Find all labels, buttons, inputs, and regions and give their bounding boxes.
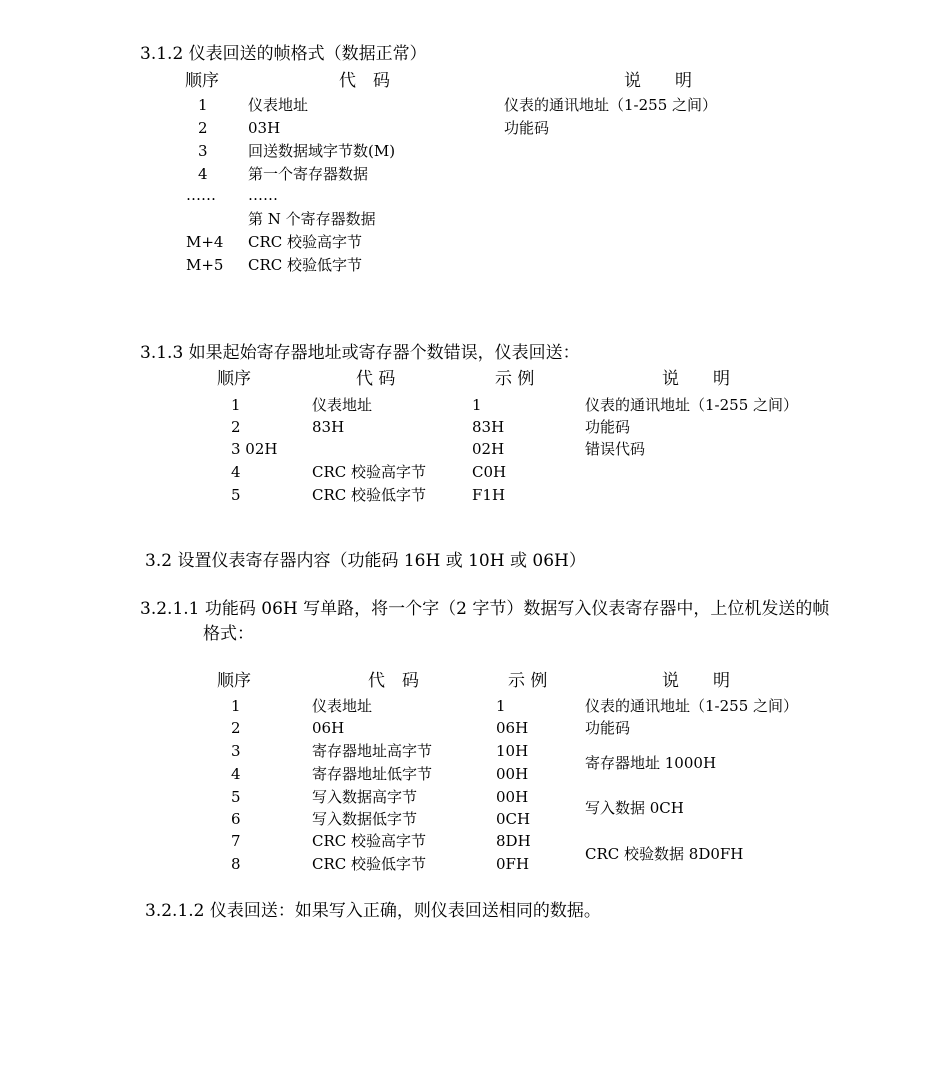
table-cell-seq: 2: [198, 119, 208, 137]
section-heading-3-1-3: 3.1.3 如果起始寄存器地址或寄存器个数错误，仪表回送：: [140, 343, 580, 363]
table-cell-code: 寄存器地址低字节: [312, 765, 433, 783]
table-cell-example: C0H: [472, 463, 507, 481]
table-cell-seq: 4: [231, 765, 241, 783]
table-cell-code: CRC 校验高字节: [312, 463, 427, 481]
table-cell-code: ……: [248, 186, 278, 204]
table-cell-code: 第 N 个寄存器数据: [248, 210, 376, 228]
table-cell-seq: 2: [231, 418, 241, 436]
table-cell-desc: 功能码: [585, 418, 631, 436]
table-cell-seq: 7: [231, 832, 241, 850]
table-cell-code: CRC 校验低字节: [248, 256, 363, 274]
table-cell-desc-merged: 写入数据 0CH: [585, 799, 684, 817]
col-header-desc: 说 明: [662, 671, 730, 691]
table-cell-code: CRC 校验低字节: [312, 486, 427, 504]
col-header-code: 代 码: [368, 671, 419, 691]
table-cell-desc: 仪表的通讯地址（1-255 之间）: [504, 96, 718, 114]
table-cell-desc: 错误代码: [585, 440, 646, 458]
table-cell-code: 仪表地址: [312, 396, 373, 414]
col-header-example: 示 例: [495, 369, 535, 389]
col-header-desc: 说 明: [662, 369, 730, 389]
table-cell-desc: 功能码: [504, 119, 550, 137]
table-cell-desc: 仪表的通讯地址（1-255 之间）: [585, 697, 799, 715]
table-cell-seq: ……: [186, 186, 216, 204]
table-cell-desc-merged: CRC 校验数据 8D0FH: [585, 845, 744, 863]
table-cell-seq: 1: [231, 697, 241, 715]
table-cell-example: 00H: [496, 788, 529, 806]
table-cell-seq: M+4: [186, 233, 224, 251]
table-cell-seq: 3: [198, 142, 208, 160]
col-header-desc: 说 明: [624, 71, 692, 91]
table-cell-seq: 4: [231, 463, 241, 481]
table-cell-seq: 5: [231, 486, 241, 504]
table-cell-example: 02H: [472, 440, 505, 458]
table-cell-code: 写入数据高字节: [312, 788, 418, 806]
table-cell-seq: 1: [198, 96, 208, 114]
table-cell-desc: 仪表的通讯地址（1-255 之间）: [585, 396, 799, 414]
col-header-seq: 顺序: [217, 369, 251, 389]
table-cell-desc-merged: 寄存器地址 1000H: [585, 754, 717, 772]
table-cell-code: 寄存器地址高字节: [312, 742, 433, 760]
table-cell-example: 00H: [496, 765, 529, 783]
table-cell-example: 10H: [496, 742, 529, 760]
table-cell-example: F1H: [472, 486, 506, 504]
table-cell-seq: 4: [198, 165, 208, 183]
table-cell-example: 0CH: [496, 810, 531, 828]
table-cell-example: 1: [472, 396, 482, 414]
table-cell-code: 06H: [312, 719, 345, 737]
table-cell-code: 03H: [248, 119, 281, 137]
table-cell-seq: M+5: [186, 256, 224, 274]
table-cell-code: 仪表地址: [312, 697, 373, 715]
table-cell-example: 0FH: [496, 855, 530, 873]
table-cell-seq: 6: [231, 810, 241, 828]
col-header-seq: 顺序: [185, 71, 219, 91]
table-cell-seq: 3: [231, 742, 241, 760]
table-cell-code: 回送数据域字节数(M): [248, 142, 396, 160]
table-cell-seq: 3 02H: [231, 440, 278, 458]
col-header-example: 示 例: [508, 671, 548, 691]
table-cell-code: 仪表地址: [248, 96, 309, 114]
table-cell-seq: 2: [231, 719, 241, 737]
section-heading-3-2-1-2: 3.2.1.2 仪表回送：如果写入正确，则仪表回送相同的数据。: [145, 901, 601, 921]
section-heading-3-2: 3.2 设置仪表寄存器内容（功能码 16H 或 10H 或 06H）: [145, 551, 586, 571]
table-cell-code: 83H: [312, 418, 345, 436]
table-cell-code: 写入数据低字节: [312, 810, 418, 828]
col-header-seq: 顺序: [217, 671, 251, 691]
table-cell-example: 83H: [472, 418, 505, 436]
table-cell-code: CRC 校验高字节: [312, 832, 427, 850]
section-heading-3-1-2: 3.1.2 仪表回送的帧格式（数据正常）: [140, 44, 427, 64]
table-cell-example: 8DH: [496, 832, 531, 850]
table-cell-example: 06H: [496, 719, 529, 737]
table-cell-example: 1: [496, 697, 506, 715]
col-header-code: 代 码: [356, 369, 396, 389]
table-cell-seq: 5: [231, 788, 241, 806]
table-cell-seq: 8: [231, 855, 241, 873]
table-cell-seq: 1: [231, 396, 241, 414]
table-cell-code: CRC 校验高字节: [248, 233, 363, 251]
table-cell-desc: 功能码: [585, 719, 631, 737]
table-cell-code: 第一个寄存器数据: [248, 165, 369, 183]
section-heading-3-2-1-1-cont: 格式：: [203, 624, 254, 644]
table-cell-code: CRC 校验低字节: [312, 855, 427, 873]
section-heading-3-2-1-1: 3.2.1.1 功能码 06H 写单路，将一个字（2 字节）数据写入仪表寄存器中，上位机发送的帧: [140, 599, 830, 619]
col-header-code: 代 码: [339, 71, 390, 91]
